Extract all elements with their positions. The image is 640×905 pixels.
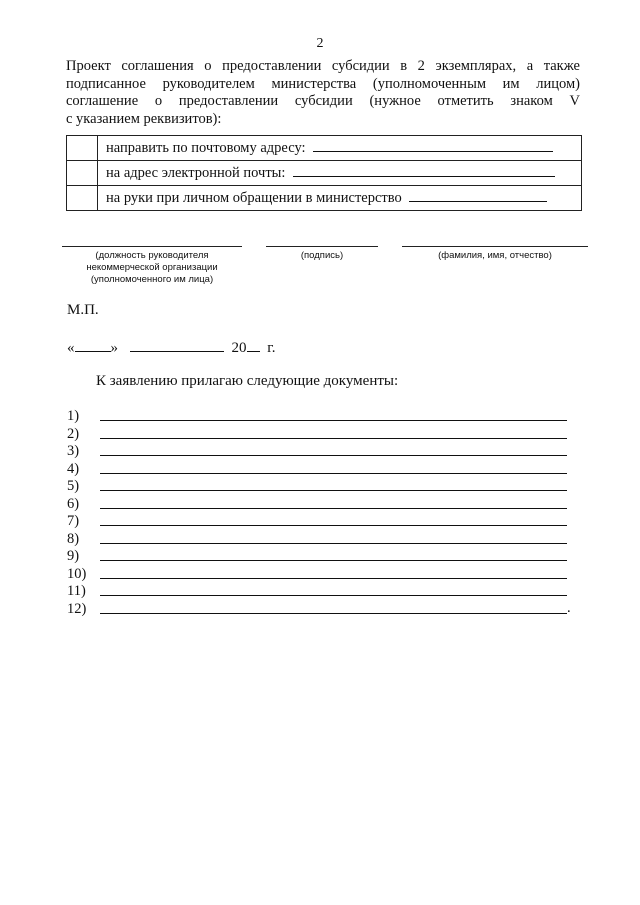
document-row: 7)	[67, 513, 567, 530]
year-suffix: г.	[267, 340, 276, 356]
document-line[interactable]	[100, 420, 567, 421]
day-field[interactable]	[75, 339, 111, 352]
document-row: 9)	[67, 548, 567, 565]
stamp-label: М.П.	[67, 302, 99, 318]
date-close-quote: »	[110, 340, 118, 356]
document-row: 5)	[67, 478, 567, 495]
option-label-in-person: на руки при личном обращении в министерство	[106, 190, 402, 206]
intro-line-3: соглашение о предоставлении субсидии (нужное отметить знаком V	[66, 93, 580, 109]
document-line[interactable]	[100, 595, 567, 596]
document-line[interactable]	[100, 455, 567, 456]
signature-caption: (подпись)	[300, 250, 344, 261]
position-caption: (должность руководителя некоммерческой организации (уполномоченного им лица)	[86, 250, 218, 285]
document-line[interactable]	[100, 525, 567, 526]
year-prefix: 20	[231, 340, 247, 356]
month-field[interactable]	[130, 339, 224, 352]
document-row: 6)	[67, 496, 567, 513]
document-row: 3)	[67, 443, 567, 460]
full-name-caption: (фамилия, имя, отчество)	[438, 250, 552, 261]
document-row: 2)	[67, 426, 567, 443]
option-label-email: на адрес электронной почты:	[106, 165, 286, 181]
postal-address-field[interactable]	[313, 139, 553, 152]
option-checkbox-email[interactable]	[67, 161, 98, 186]
delivery-options-table	[66, 135, 582, 211]
date-open-quote: «	[67, 340, 75, 356]
signature-line[interactable]	[266, 246, 378, 247]
document-line[interactable]	[100, 473, 567, 474]
document-line[interactable]	[100, 560, 567, 561]
document-row: 1)	[67, 408, 567, 425]
documents-end-period: .	[567, 600, 571, 616]
document-row: 12)	[67, 601, 567, 618]
option-row-in-person	[67, 186, 582, 211]
document-line[interactable]	[100, 438, 567, 439]
page-number: 2	[316, 36, 324, 51]
intro-line-1: Проект соглашения о предоставлении субсидии в 2 экземплярах, а также	[66, 58, 580, 74]
date-line	[67, 339, 275, 357]
option-checkbox-in-person[interactable]	[67, 186, 98, 211]
option-row-postal	[67, 136, 582, 161]
attachments-heading: К заявлению прилагаю следующие документы:	[96, 373, 399, 389]
document-row: 8)	[67, 531, 567, 548]
intro-paragraph	[66, 58, 580, 128]
email-address-field[interactable]	[293, 164, 555, 177]
intro-line-2: подписанное руководителем министерства (уполномоченным им лицом)	[66, 75, 580, 92]
document-row: 10)	[67, 566, 567, 583]
document-line[interactable]	[100, 613, 567, 614]
document-row: 11)	[67, 583, 567, 600]
position-line[interactable]	[62, 246, 242, 247]
option-checkbox-postal[interactable]	[67, 136, 98, 161]
document-line[interactable]	[100, 508, 567, 509]
document-line[interactable]	[100, 578, 567, 579]
option-row-email	[67, 161, 582, 186]
option-label-postal: направить по почтовому адресу:	[106, 140, 306, 156]
document-line[interactable]	[100, 543, 567, 544]
year-field[interactable]	[247, 339, 260, 352]
document-row: 4)	[67, 461, 567, 478]
in-person-field[interactable]	[409, 189, 547, 202]
document-line[interactable]	[100, 490, 567, 491]
intro-line-4: с указанием реквизитов):	[66, 110, 222, 127]
full-name-line[interactable]	[402, 246, 588, 247]
